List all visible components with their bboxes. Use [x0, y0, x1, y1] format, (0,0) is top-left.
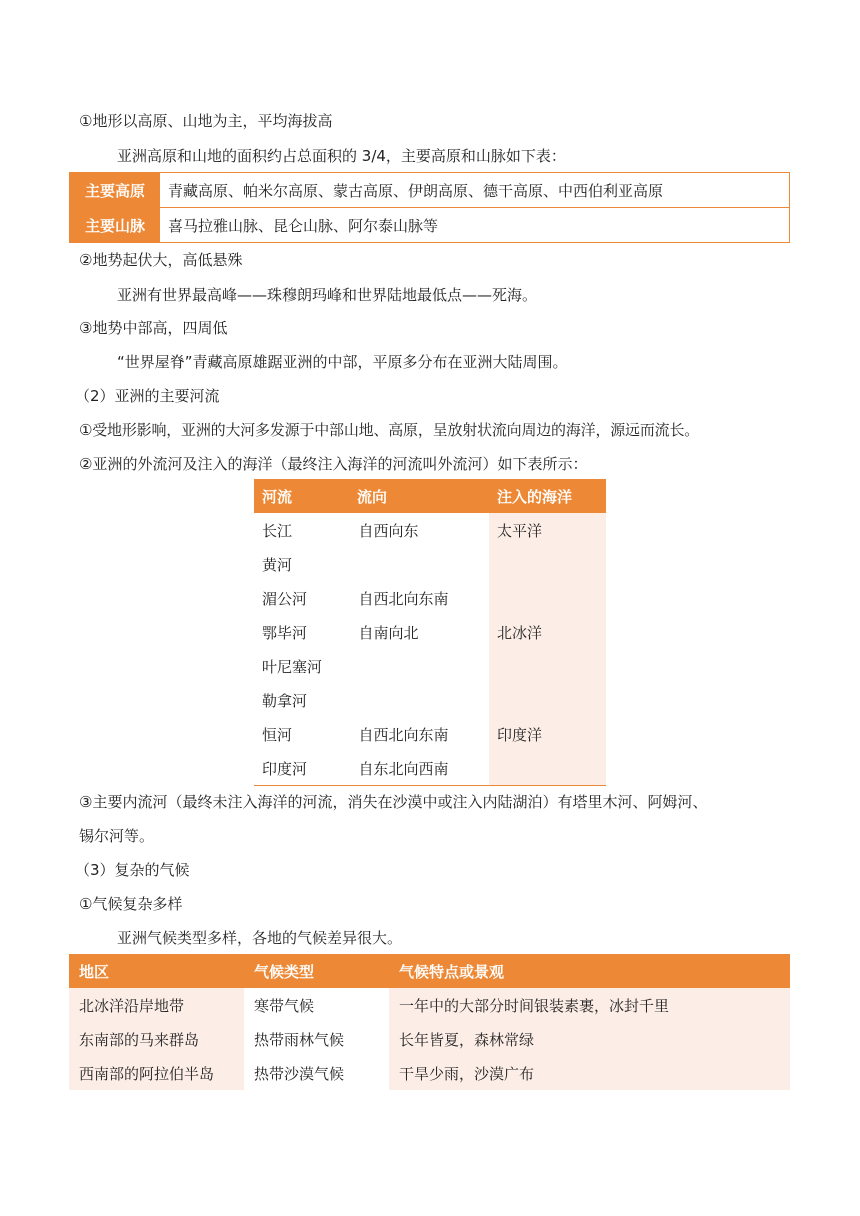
climate-header-region: 地区 [69, 954, 244, 988]
river-cell-ocean: 北冰洋 [489, 615, 606, 649]
river-cell-direction: 自西北向东南 [351, 581, 489, 615]
river-table-body [254, 513, 606, 785]
river-cell-direction [351, 683, 489, 717]
climate-table-body [69, 988, 790, 1090]
climate-header-type: 气候类型 [244, 954, 389, 988]
river-cell-ocean [489, 581, 606, 615]
river-table [254, 479, 606, 786]
river-cell-ocean [489, 547, 606, 581]
terrain-value-mountains: 喜马拉雅山脉、昆仑山脉、阿尔泰山脉等 [168, 216, 439, 235]
river-table-header [254, 479, 606, 513]
climate-cell-feature: 干旱少雨，沙漠广布 [389, 1056, 790, 1090]
river-cell-name: 黄河 [254, 547, 351, 581]
terrain-head-plateaus: 主要高原 [70, 173, 160, 207]
paragraph-climate-1: ①气候复杂多样 [79, 895, 183, 913]
river-table-row [254, 751, 606, 785]
river-cell-direction: 自南向北 [351, 615, 489, 649]
river-table-row [254, 717, 606, 751]
climate-cell-type: 热带雨林气候 [244, 1022, 389, 1056]
paragraph-climate-1-detail: 亚洲气候类型多样，各地的气候差异很大。 [117, 929, 403, 947]
climate-cell-type: 热带沙漠气候 [244, 1056, 389, 1090]
paragraph-terrain-3: ③地势中部高，四周低 [79, 319, 228, 337]
climate-cell-feature: 长年皆夏，森林常绿 [389, 1022, 790, 1056]
paragraph-terrain-intro: 亚洲高原和山地的面积约占总面积的 3/4，主要高原和山脉如下表： [117, 147, 566, 165]
section-heading-rivers: （2）亚洲的主要河流 [75, 387, 220, 405]
river-cell-direction: 自西向东 [351, 513, 489, 547]
river-table-row [254, 547, 606, 581]
climate-cell-region: 北冰洋沿岸地带 [69, 988, 244, 1022]
climate-table-row [69, 1056, 790, 1090]
paragraph-rivers-1: ①受地形影响，亚洲的大河多发源于中部山地、高原，呈放射状流向周边的海洋，源远而流长。 [79, 421, 700, 439]
climate-table [69, 954, 790, 1090]
paragraph-terrain-2-detail: 亚洲有世界最高峰——珠穆朗玛峰和世界陆地最低点——死海。 [117, 286, 538, 304]
river-cell-ocean: 太平洋 [489, 513, 606, 547]
climate-cell-region: 东南部的马来群岛 [69, 1022, 244, 1056]
terrain-table [69, 172, 790, 243]
river-header-direction: 流向 [357, 487, 388, 506]
river-cell-name: 勒拿河 [254, 683, 351, 717]
terrain-value-plateaus: 青藏高原、帕米尔高原、蒙古高原、伊朗高原、德干高原、中西伯利亚高原 [168, 181, 664, 200]
river-cell-name: 印度河 [254, 751, 351, 785]
climate-cell-type: 寒带气候 [244, 988, 389, 1022]
climate-header-feature: 气候特点或景观 [389, 954, 790, 988]
river-cell-name: 长江 [254, 513, 351, 547]
river-cell-ocean [489, 683, 606, 717]
paragraph-terrain-3-detail: “世界屋脊”青藏高原雄踞亚洲的中部，平原多分布在亚洲大陆周围。 [117, 353, 568, 371]
river-cell-direction: 自东北向西南 [351, 751, 489, 785]
climate-table-row [69, 988, 790, 1022]
river-cell-ocean: 印度洋 [489, 717, 606, 751]
terrain-row-plateaus [70, 173, 789, 207]
river-table-row [254, 683, 606, 717]
river-header-river: 河流 [262, 487, 293, 506]
river-cell-name: 鄂毕河 [254, 615, 351, 649]
river-table-row [254, 513, 606, 547]
river-header-ocean: 注入的海洋 [497, 487, 573, 506]
river-table-row [254, 649, 606, 683]
climate-table-header [69, 954, 790, 988]
river-cell-direction [351, 649, 489, 683]
river-cell-ocean [489, 649, 606, 683]
section-heading-climate: （3）复杂的气候 [75, 861, 190, 879]
river-cell-direction: 自西北向东南 [351, 717, 489, 751]
river-cell-name: 恒河 [254, 717, 351, 751]
paragraph-rivers-2: ②亚洲的外流河及注入的海洋（最终注入海洋的河流叫外流河）如下表所示： [79, 455, 588, 473]
river-cell-name: 湄公河 [254, 581, 351, 615]
river-cell-name: 叶尼塞河 [254, 649, 351, 683]
climate-cell-region: 西南部的阿拉伯半岛 [69, 1056, 244, 1090]
river-cell-ocean [489, 751, 606, 785]
paragraph-rivers-3: ③主要内流河（最终未注入海洋的河流，消失在沙漠中或注入内陆湖泊）有塔里木河、阿姆河、 [79, 793, 708, 811]
terrain-row-mountains [70, 207, 789, 242]
paragraph-terrain-2: ②地势起伏大，高低悬殊 [79, 251, 243, 269]
river-table-row [254, 615, 606, 649]
paragraph-rivers-3-cont: 锡尔河等。 [79, 827, 155, 845]
terrain-head-mountains: 主要山脉 [70, 208, 160, 242]
river-table-row [254, 581, 606, 615]
paragraph-terrain-1: ①地形以高原、山地为主，平均海拔高 [79, 112, 333, 130]
river-cell-direction [351, 547, 489, 581]
climate-table-row [69, 1022, 790, 1056]
climate-cell-feature: 一年中的大部分时间银装素裹，冰封千里 [389, 988, 790, 1022]
